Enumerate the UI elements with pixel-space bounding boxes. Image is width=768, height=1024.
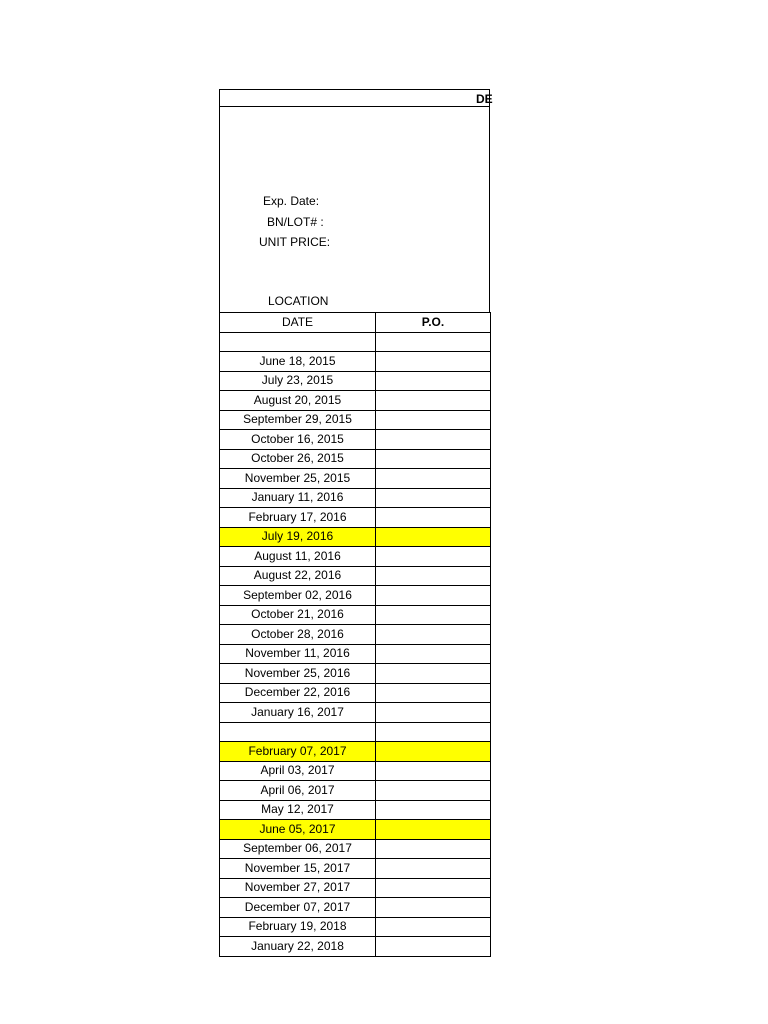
table-row xyxy=(220,878,491,898)
table-row xyxy=(220,410,491,430)
bn-lot-label: BN/LOT# : xyxy=(267,215,324,229)
table-row xyxy=(220,508,491,528)
date-cell[interactable]: November 27, 2017 xyxy=(220,878,376,898)
po-cell[interactable] xyxy=(376,469,491,489)
table-row xyxy=(220,449,491,469)
table-row xyxy=(220,742,491,762)
po-column-header: P.O. xyxy=(376,313,491,333)
po-cell[interactable] xyxy=(376,352,491,372)
po-cell[interactable] xyxy=(376,839,491,859)
table-row xyxy=(220,898,491,918)
date-cell[interactable]: May 12, 2017 xyxy=(220,800,376,820)
po-cell[interactable] xyxy=(376,761,491,781)
date-cell[interactable]: February 19, 2018 xyxy=(220,917,376,937)
po-cell[interactable] xyxy=(376,566,491,586)
po-cell[interactable] xyxy=(376,410,491,430)
sheet-title: DE xyxy=(476,92,493,106)
table-row xyxy=(220,781,491,801)
table-row xyxy=(220,722,491,742)
po-cell[interactable] xyxy=(376,644,491,664)
po-cell[interactable] xyxy=(376,605,491,625)
date-cell[interactable]: February 07, 2017 xyxy=(220,742,376,762)
date-cell[interactable]: July 23, 2015 xyxy=(220,371,376,391)
date-cell[interactable]: December 07, 2017 xyxy=(220,898,376,918)
date-cell[interactable]: February 17, 2016 xyxy=(220,508,376,528)
item-info-box xyxy=(219,106,490,313)
table-row xyxy=(220,352,491,372)
po-cell[interactable] xyxy=(376,683,491,703)
table-body xyxy=(220,332,491,956)
po-cell[interactable] xyxy=(376,508,491,528)
table-header-row xyxy=(220,313,491,333)
po-cell[interactable] xyxy=(376,898,491,918)
po-cell[interactable] xyxy=(376,722,491,742)
date-cell[interactable]: October 26, 2015 xyxy=(220,449,376,469)
date-cell[interactable] xyxy=(220,722,376,742)
table-row xyxy=(220,371,491,391)
table-row xyxy=(220,761,491,781)
po-cell[interactable] xyxy=(376,800,491,820)
po-cell[interactable] xyxy=(376,586,491,606)
title-bar xyxy=(219,89,493,107)
date-cell[interactable]: November 25, 2015 xyxy=(220,469,376,489)
date-cell[interactable]: April 06, 2017 xyxy=(220,781,376,801)
date-cell[interactable]: September 06, 2017 xyxy=(220,839,376,859)
date-cell[interactable]: August 20, 2015 xyxy=(220,391,376,411)
date-column-header: DATE xyxy=(220,313,376,333)
po-cell[interactable] xyxy=(376,781,491,801)
date-cell[interactable]: August 22, 2016 xyxy=(220,566,376,586)
table-row xyxy=(220,703,491,723)
date-cell[interactable]: January 11, 2016 xyxy=(220,488,376,508)
po-cell[interactable] xyxy=(376,917,491,937)
table-row xyxy=(220,625,491,645)
po-cell[interactable] xyxy=(376,391,491,411)
table-row xyxy=(220,605,491,625)
po-cell[interactable] xyxy=(376,527,491,547)
po-cell[interactable] xyxy=(376,625,491,645)
table-row xyxy=(220,644,491,664)
po-cell[interactable] xyxy=(376,547,491,567)
po-cell[interactable] xyxy=(376,859,491,879)
po-cell[interactable] xyxy=(376,742,491,762)
po-cell[interactable] xyxy=(376,703,491,723)
date-cell[interactable]: November 25, 2016 xyxy=(220,664,376,684)
po-cell[interactable] xyxy=(376,937,491,957)
po-cell[interactable] xyxy=(376,664,491,684)
date-po-table xyxy=(219,312,491,957)
table-row xyxy=(220,586,491,606)
date-cell[interactable]: July 19, 2016 xyxy=(220,527,376,547)
date-cell[interactable]: June 05, 2017 xyxy=(220,820,376,840)
table-row xyxy=(220,469,491,489)
po-cell[interactable] xyxy=(376,430,491,450)
po-cell[interactable] xyxy=(376,449,491,469)
table-row xyxy=(220,683,491,703)
table-row xyxy=(220,839,491,859)
table-row xyxy=(220,820,491,840)
date-cell[interactable]: December 22, 2016 xyxy=(220,683,376,703)
date-cell[interactable]: September 29, 2015 xyxy=(220,410,376,430)
date-cell[interactable]: August 11, 2016 xyxy=(220,547,376,567)
location-label: LOCATION xyxy=(268,294,329,308)
date-cell[interactable]: September 02, 2016 xyxy=(220,586,376,606)
po-cell[interactable] xyxy=(376,371,491,391)
date-cell[interactable]: November 15, 2017 xyxy=(220,859,376,879)
exp-date-label: Exp. Date: xyxy=(263,194,320,208)
table-row xyxy=(220,488,491,508)
table-row xyxy=(220,859,491,879)
date-cell[interactable]: October 28, 2016 xyxy=(220,625,376,645)
date-cell[interactable]: October 21, 2016 xyxy=(220,605,376,625)
table-row xyxy=(220,800,491,820)
date-cell[interactable] xyxy=(220,332,376,352)
date-cell[interactable]: April 03, 2017 xyxy=(220,761,376,781)
table-row xyxy=(220,391,491,411)
date-cell[interactable]: January 22, 2018 xyxy=(220,937,376,957)
date-cell[interactable]: October 16, 2015 xyxy=(220,430,376,450)
table-row xyxy=(220,430,491,450)
table-row xyxy=(220,566,491,586)
po-cell[interactable] xyxy=(376,820,491,840)
date-cell[interactable]: June 18, 2015 xyxy=(220,352,376,372)
po-cell[interactable] xyxy=(376,332,491,352)
table-row xyxy=(220,527,491,547)
table-row xyxy=(220,664,491,684)
date-cell[interactable]: November 11, 2016 xyxy=(220,644,376,664)
unit-price-label: UNIT PRICE: xyxy=(259,235,331,249)
po-cell[interactable] xyxy=(376,878,491,898)
table-row xyxy=(220,332,491,352)
date-cell[interactable]: January 16, 2017 xyxy=(220,703,376,723)
table-row xyxy=(220,547,491,567)
table-row xyxy=(220,917,491,937)
po-cell[interactable] xyxy=(376,488,491,508)
table-row xyxy=(220,937,491,957)
